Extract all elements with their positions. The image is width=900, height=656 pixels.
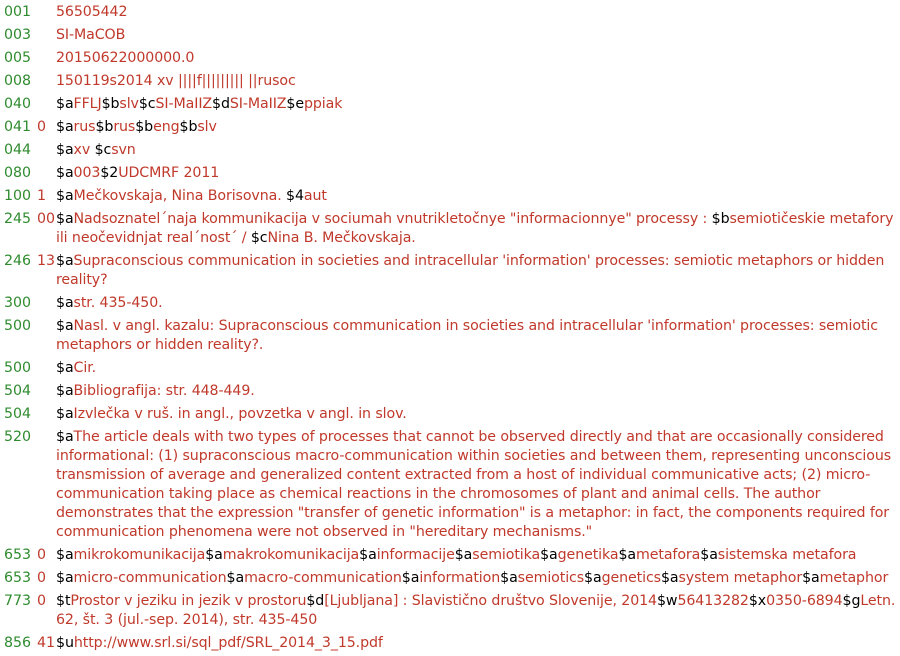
subfield-value: ppiak — [304, 96, 343, 112]
field-row-245 — [0, 210, 900, 248]
field-value — [56, 95, 900, 114]
field-indicators: 41 — [37, 635, 56, 651]
field-row-504 — [0, 382, 900, 401]
field-row-246 — [0, 252, 900, 290]
subfield-value: rus — [113, 119, 136, 135]
field-indicators — [37, 405, 56, 424]
subfield-value: aut — [303, 188, 327, 204]
subfield-value: Supraconscious communication in societies and intracellular 'information' processes: semiotic metaphors or hidden reality? — [56, 253, 885, 288]
subfield-code: $2 — [100, 165, 119, 181]
subfield-code: $a — [56, 142, 74, 158]
field-tag: 653 — [4, 547, 32, 563]
subfield-code: $a — [56, 406, 74, 422]
field-indicators: 0 — [37, 547, 47, 563]
subfield-code: $a — [56, 383, 74, 399]
field-tag: 504 — [4, 406, 32, 422]
field-tag: 500 — [4, 360, 32, 376]
subfield-value: metaphor — [819, 570, 889, 586]
subfield-value: semiotika — [472, 547, 541, 563]
field-indicators — [37, 141, 56, 160]
field-row-504 — [0, 405, 900, 424]
field-value — [56, 382, 900, 401]
subfield-code: $b — [179, 119, 198, 135]
field-row-653 — [0, 569, 900, 588]
field-tag: 504 — [4, 383, 32, 399]
subfield-value: [Ljubljana] : Slavistično društvo Slovenije, 2014 — [324, 593, 657, 609]
subfield-code: $u — [56, 635, 74, 651]
field-value — [56, 569, 900, 588]
subfield-code: $a — [584, 570, 602, 586]
field-row-005 — [0, 49, 900, 68]
field-tag: 008 — [4, 73, 32, 89]
field-indicators: 1 — [37, 188, 47, 204]
subfield-code: $b — [101, 96, 120, 112]
subfield-value: 56413282 — [677, 593, 749, 609]
field-row-041 — [0, 118, 900, 137]
subfield-code: $d — [212, 96, 230, 112]
subfield-value: sistemska metafora — [717, 547, 857, 563]
subfield-value: slv — [197, 119, 217, 135]
field-row-100 — [0, 187, 900, 206]
subfield-value: http://www.srl.si/sql_pdf/SRL_2014_3_15.pdf — [73, 635, 383, 651]
field-tag: 500 — [4, 318, 32, 334]
field-value: 20150622000000.0 — [56, 50, 195, 66]
subfield-value: Izvlečka v ruš. in angl., povzetka v angl. in slov. — [73, 406, 407, 422]
field-tag: 300 — [4, 295, 32, 311]
subfield-value: genetics — [601, 570, 661, 586]
subfield-code: $a — [802, 570, 820, 586]
field-tag: 005 — [4, 50, 32, 66]
subfield-code: $a — [56, 188, 74, 204]
subfield-code: $c — [94, 142, 112, 158]
subfield-value: SI-MaIIZ — [155, 96, 213, 112]
field-value: SI-MaCOB — [56, 27, 126, 43]
field-value — [56, 592, 900, 630]
subfield-code: $c — [138, 96, 156, 112]
subfield-value: semiotics — [517, 570, 585, 586]
field-tag: 040 — [4, 96, 32, 112]
subfield-code: $a — [56, 570, 74, 586]
subfield-code: $a — [56, 211, 74, 227]
subfield-code: $a — [56, 295, 74, 311]
subfield-value: information — [419, 570, 501, 586]
subfield-code: $a — [56, 547, 74, 563]
subfield-code: $a — [500, 570, 518, 586]
field-value — [56, 118, 900, 137]
subfield-value: informacije — [376, 547, 455, 563]
subfield-code: $a — [56, 318, 74, 334]
subfield-value: micro-communication — [73, 570, 227, 586]
subfield-value: str. 435-450. — [73, 295, 163, 311]
subfield-value: The article deals with two types of processes that cannot be observed directly and that are occasionally considered informational: (1) supraconscious macro-communication within societies and between them, representing unconscious transmission of average and generalized content extracted from a host of individual communicative acts; (2) micro-communication taking place as chemical reactions in the chromosomes of plant and animal cells. The author demonstrates that the expression "transfer of genetic information" is a metaphor: in fact, the components required for communication phenomena were not observed in "hereditary mechanisms." — [56, 429, 892, 540]
field-value: 56505442 — [56, 4, 128, 20]
field-tag: 080 — [4, 165, 32, 181]
subfield-value: Cir. — [73, 360, 97, 376]
field-row-040 — [0, 95, 900, 114]
field-row-080 — [0, 164, 900, 183]
subfield-code: $g — [842, 593, 861, 609]
subfield-value: eng — [153, 119, 180, 135]
field-indicators — [37, 95, 56, 114]
field-row-003 — [0, 26, 900, 45]
subfield-code: $d — [306, 593, 325, 609]
subfield-value: slv — [119, 96, 139, 112]
field-value — [56, 187, 900, 206]
subfield-code: $a — [205, 547, 223, 563]
subfield-value: Mečkovskaja, Nina Borisovna. — [73, 188, 287, 204]
subfield-code: $4 — [286, 188, 304, 204]
field-tag: 653 — [4, 570, 32, 586]
subfield-code: $w — [656, 593, 678, 609]
field-value — [56, 317, 900, 355]
field-tag: 246 — [4, 253, 32, 269]
subfield-value: svn — [111, 142, 136, 158]
subfield-value: semiotičeskie metafory ili neočevidnjat real´nost´ / — [56, 211, 894, 246]
field-value — [56, 405, 900, 424]
field-tag: 773 — [4, 593, 32, 609]
field-value: 150119s2014 xv ||||f||||||||| ||rusoc — [56, 73, 296, 89]
subfield-code: $a — [56, 165, 74, 181]
field-indicators — [37, 26, 56, 45]
field-indicators: 0 — [37, 119, 47, 135]
field-value — [56, 252, 900, 290]
subfield-code: $a — [618, 547, 637, 563]
field-indicators — [37, 3, 56, 22]
field-row-044 — [0, 141, 900, 160]
field-value — [56, 359, 900, 378]
subfield-value: Nadsoznatel´naja kommunikacija v sociumah vnutrikletočnye "informacionnye" processy : — [73, 211, 712, 227]
subfield-code: $t — [56, 593, 71, 609]
subfield-code: $a — [700, 547, 718, 563]
field-value — [56, 546, 900, 565]
field-row-500 — [0, 317, 900, 355]
subfield-code: $a — [56, 96, 74, 112]
subfield-code: $b — [135, 119, 154, 135]
field-indicators — [37, 164, 56, 183]
subfield-code: $a — [56, 253, 74, 269]
subfield-value: macro-communication — [244, 570, 402, 586]
field-indicators: 00 — [37, 211, 56, 227]
field-tag: 003 — [4, 27, 32, 43]
subfield-value: SI-MaIIZ — [229, 96, 287, 112]
subfield-value: UDCMRF 2011 — [118, 165, 220, 181]
field-tag: 100 — [4, 188, 32, 204]
subfield-value: genetika — [557, 547, 619, 563]
subfield-code: $a — [540, 547, 558, 563]
subfield-code: $c — [250, 230, 268, 246]
field-value — [56, 294, 900, 313]
field-row-500 — [0, 359, 900, 378]
subfield-value: mikrokomunikacija — [73, 547, 206, 563]
field-row-653 — [0, 546, 900, 565]
subfield-value: rus — [73, 119, 96, 135]
field-row-773 — [0, 592, 900, 630]
field-tag: 044 — [4, 142, 32, 158]
subfield-code: $x — [748, 593, 767, 609]
subfield-value: Nasl. v angl. kazalu: Supraconscious communication in societies and intracellular 'information' processes: semiotic metaphors or hidden reality?. — [56, 318, 878, 353]
field-tag: 245 — [4, 211, 32, 227]
field-indicators — [37, 294, 56, 313]
field-value — [56, 141, 900, 160]
subfield-code: $b — [95, 119, 114, 135]
field-indicators — [37, 49, 56, 68]
subfield-value: makrokomunikacija — [222, 547, 360, 563]
subfield-code: $a — [401, 570, 420, 586]
field-indicators: 13 — [37, 253, 56, 269]
subfield-code: $a — [56, 429, 74, 445]
subfield-code: $e — [286, 96, 304, 112]
subfield-code: $a — [660, 570, 679, 586]
field-value — [56, 634, 900, 653]
subfield-value: xv — [73, 142, 95, 158]
subfield-value: Nina B. Mečkovskaja. — [267, 230, 416, 246]
field-tag: 520 — [4, 429, 32, 445]
field-indicators — [37, 382, 56, 401]
field-indicators — [37, 317, 56, 355]
field-indicators — [37, 72, 56, 91]
subfield-code: $a — [226, 570, 245, 586]
subfield-code: $a — [56, 119, 74, 135]
subfield-value: metafora — [636, 547, 701, 563]
field-row-856 — [0, 634, 900, 653]
field-row-008 — [0, 72, 900, 91]
field-indicators: 0 — [37, 593, 47, 609]
field-value — [56, 210, 900, 248]
field-value — [56, 428, 900, 542]
subfield-value: system metaphor — [678, 570, 803, 586]
subfield-value: Letn. 62, št. 3 (jul.-sep. 2014), str. 435-450 — [56, 593, 896, 628]
subfield-code: $a — [454, 547, 473, 563]
field-indicators: 0 — [37, 570, 47, 586]
field-row-520 — [0, 428, 900, 542]
subfield-value: Bibliografija: str. 448-449. — [73, 383, 255, 399]
subfield-code: $b — [711, 211, 730, 227]
field-tag: 856 — [4, 635, 32, 651]
subfield-value: 003 — [73, 165, 101, 181]
field-indicators — [37, 428, 56, 542]
subfield-value: Prostor v jeziku in jezik v prostoru — [70, 593, 307, 609]
field-tag: 041 — [4, 119, 32, 135]
subfield-code: $a — [56, 360, 74, 376]
field-row-300 — [0, 294, 900, 313]
field-tag: 001 — [4, 4, 32, 20]
field-indicators — [37, 359, 56, 378]
field-row-001 — [0, 3, 900, 22]
field-value — [56, 164, 900, 183]
subfield-value: FFLJ — [73, 96, 102, 112]
subfield-code: $a — [359, 547, 377, 563]
subfield-value: 0350-6894 — [766, 593, 843, 609]
